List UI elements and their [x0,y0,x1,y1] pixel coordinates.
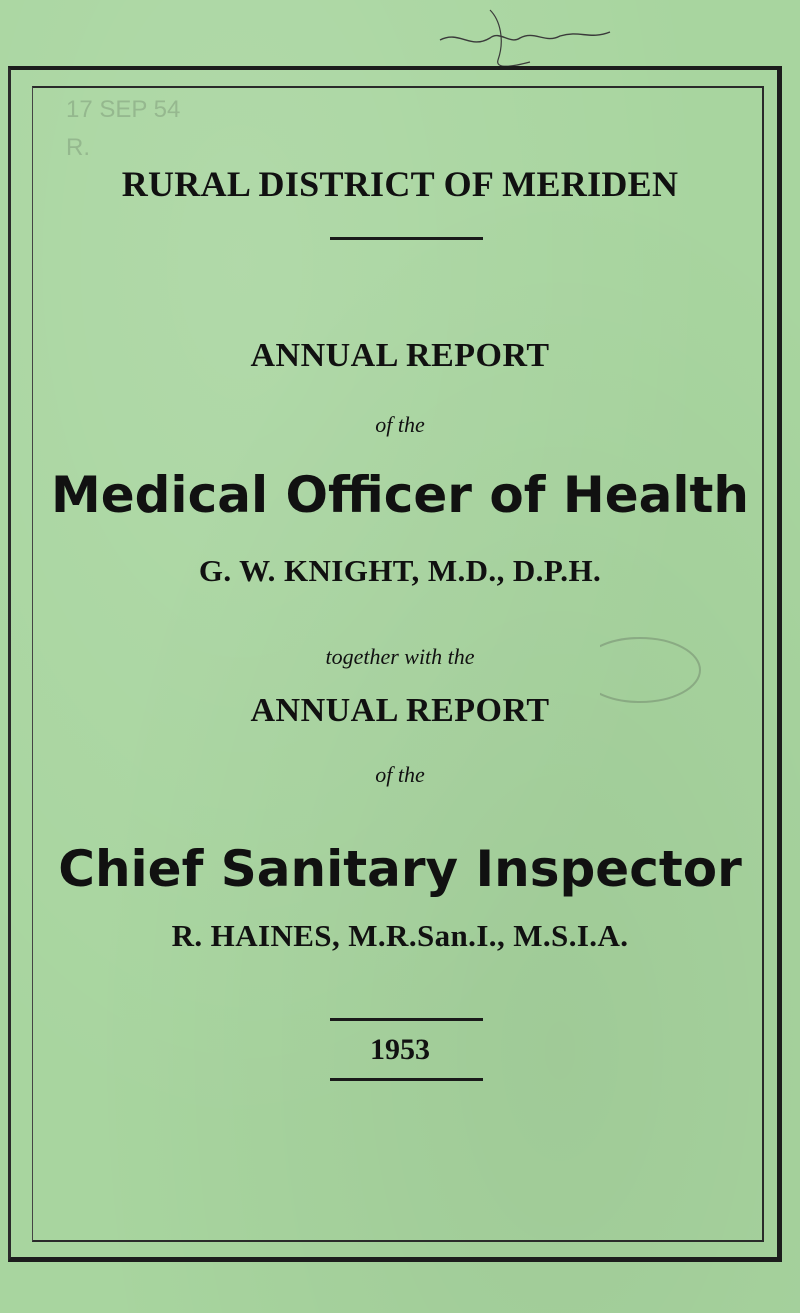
divider-rule [330,1078,483,1081]
report-title: ANNUAL REPORT [250,337,550,374]
together-with-label: together with the [325,644,475,669]
divider-rule [330,237,483,240]
divider-rule [330,1018,483,1021]
received-date-stamp: 17 SEP 54 [66,96,181,123]
received-initials-stamp: R. [66,134,90,161]
officer-title: Medical Officer of Health [50,466,750,524]
inspector-title: Chief Sanitary Inspector [58,840,742,898]
report-year: 1953 [370,1033,430,1066]
of-the-label-2: of the [375,762,425,787]
officer-name: G. W. KNIGHT, M.D., D.P.H. [198,553,602,588]
district-title: RURAL DISTRICT OF MERIDEN [121,164,679,204]
of-the-label: of the [375,412,425,437]
inspector-name: R. HAINES, M.R.San.I., M.S.I.A. [171,918,629,953]
report-title-2: ANNUAL REPORT [250,692,550,729]
